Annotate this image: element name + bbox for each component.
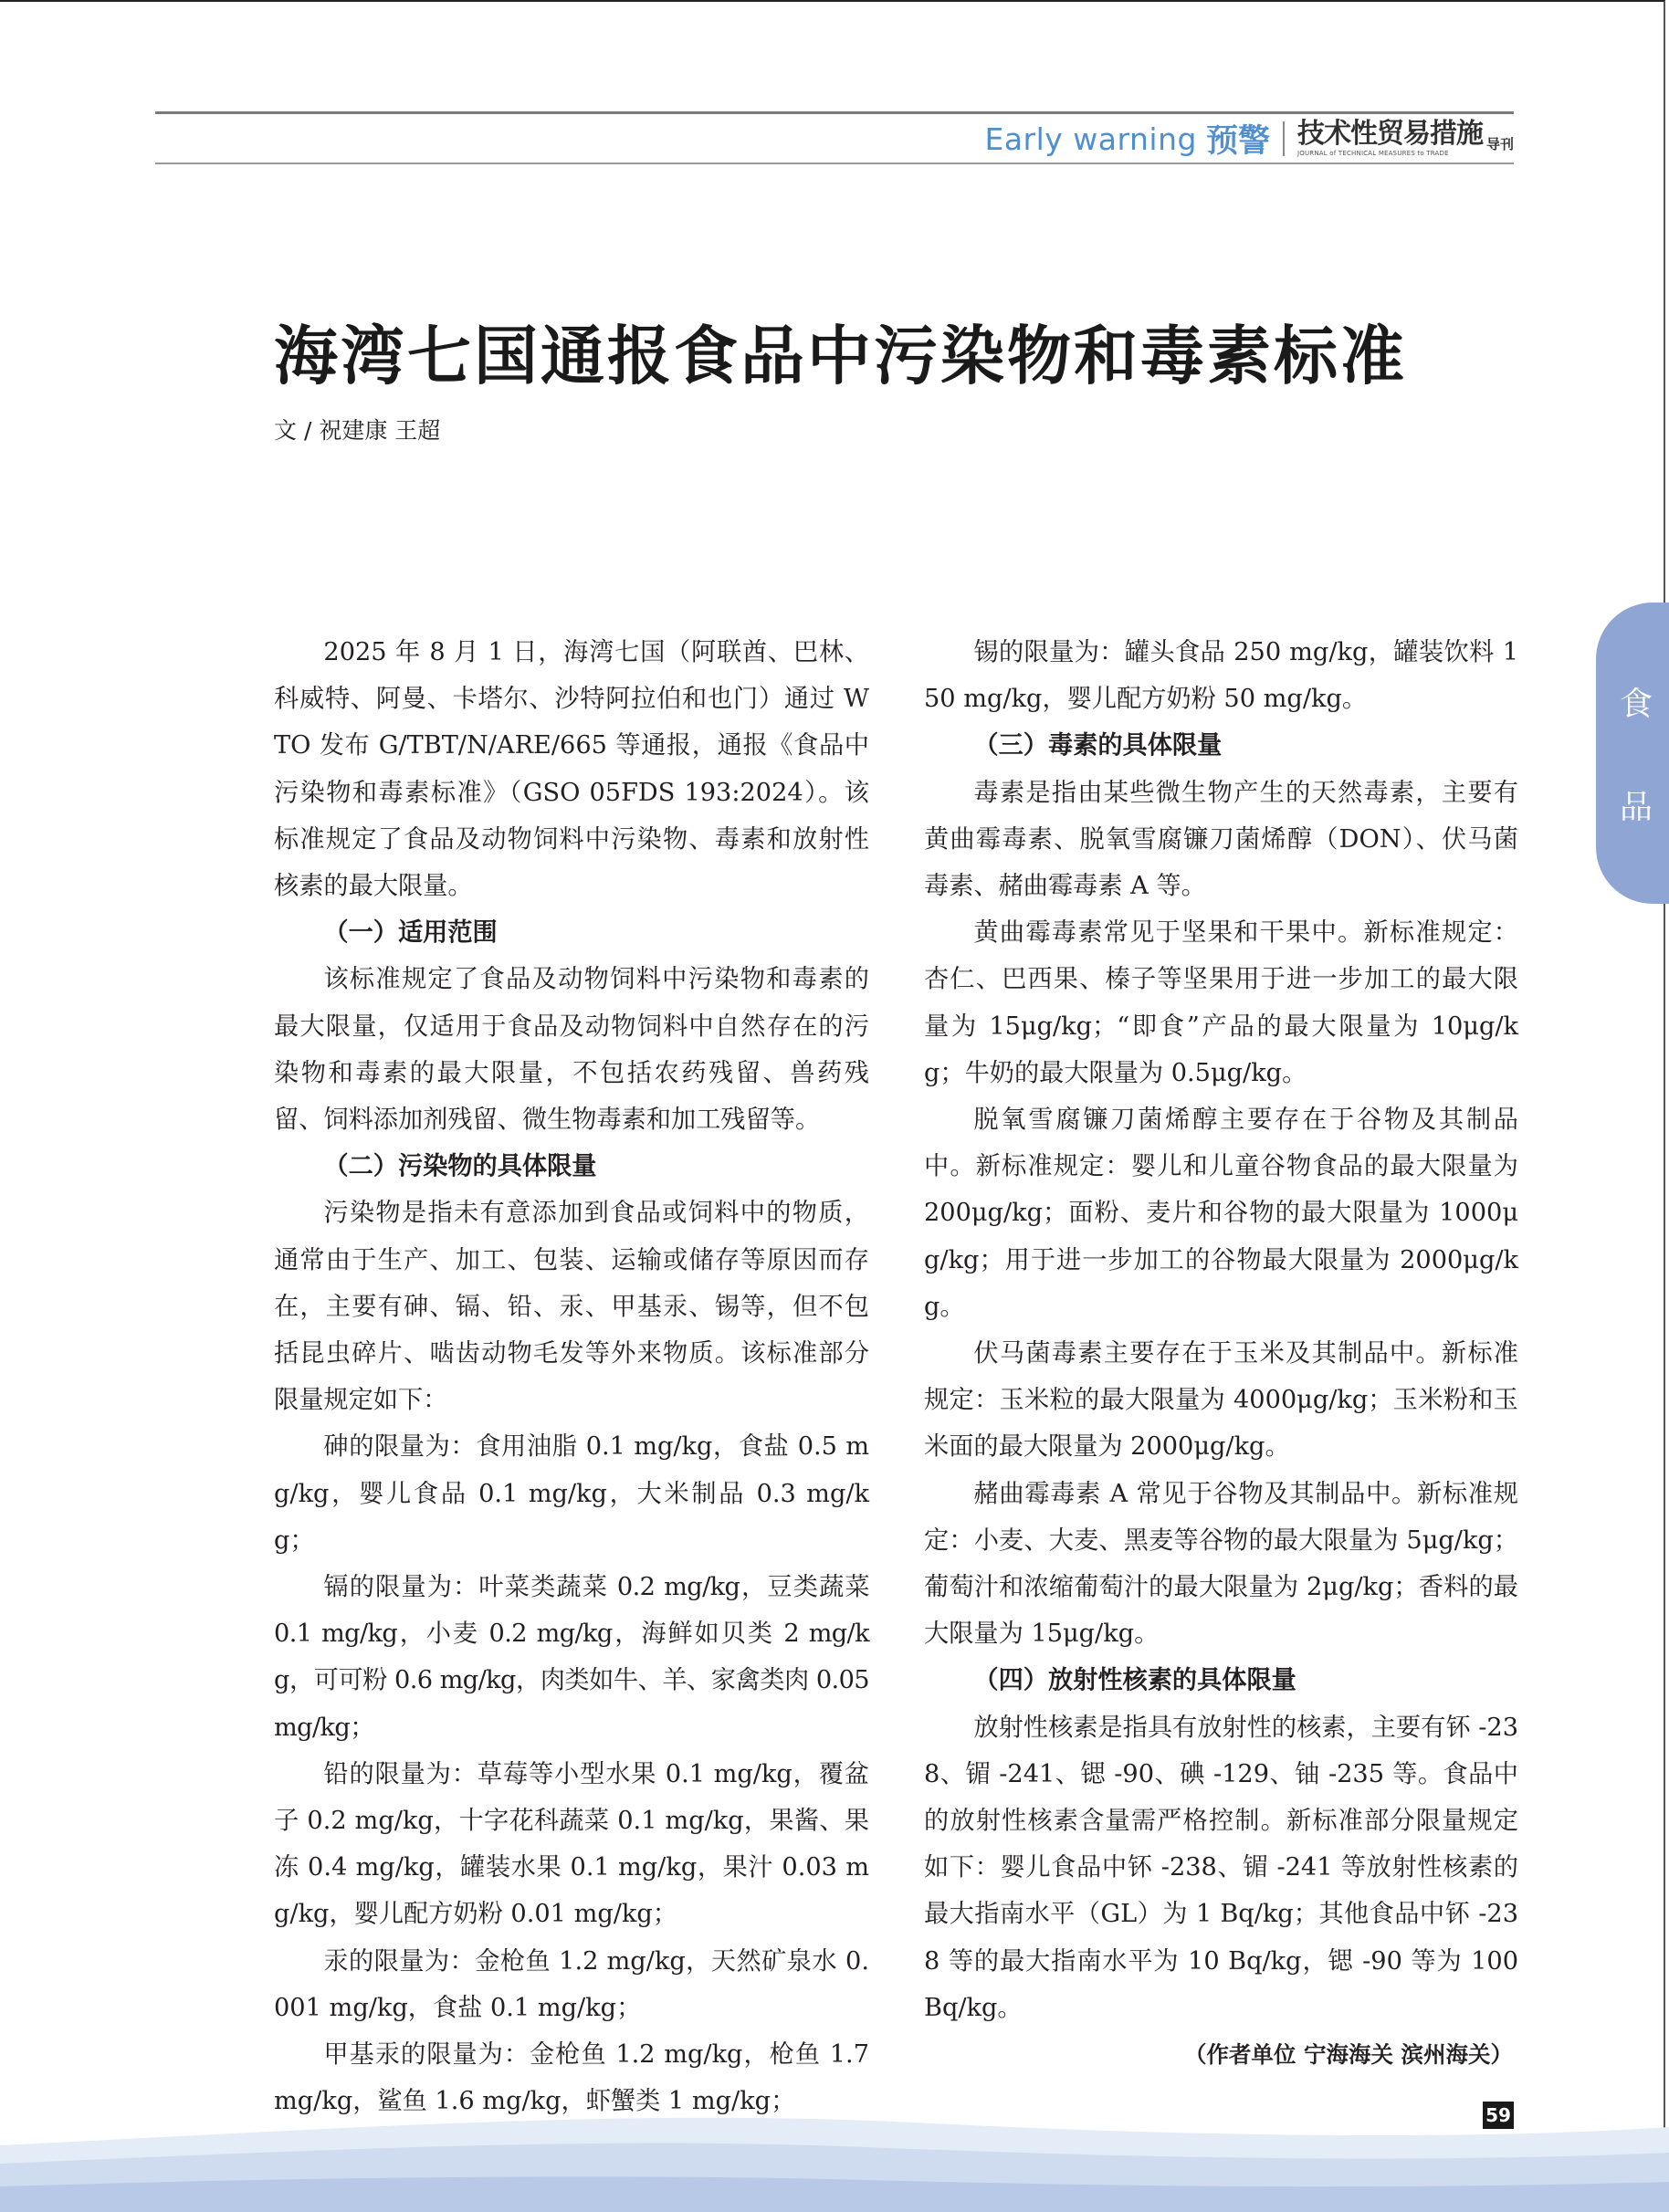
side-tab-char-2: 品: [1619, 789, 1653, 826]
paragraph-arsenic: 砷的限量为：食用油脂 0.1 mg/kg，食盐 0.5 mg/kg，婴儿食品 0.1 mg/kg，大米制品 0.3 mg/kg；: [274, 1432, 869, 1555]
header-rule-bottom: [155, 162, 1514, 164]
paragraph-don: 脱氧雪腐镰刀菌烯醇主要存在于谷物及其制品中。新标准规定：婴儿和儿童谷物食品的最大限量为 200μg/kg；面粉、麦片和谷物的最大限量为 1000μg/kg；用于进一步加工的谷物最大限量为 2000μg/kg。: [924, 1106, 1518, 1321]
paragraph-radionuclides: 放射性核素是指具有放射性的核素，主要有钚 -238、镅 -241、锶 -90、碘 -129、铀 -235 等。食品中的放射性核素含量需严格控制。新标准部分限量规定如下：婴儿食品中钚 -238、镅 -241 等放射性核素的最大指南水平（GL）为 1 Bq/kg；其他食品中钚 -238 等的最大指南水平为 10 Bq/kg，锶 -90 等为 100 Bq/kg。: [924, 1713, 1518, 2022]
header-separator: [1283, 121, 1285, 156]
author-affiliation: （作者单位 宁海海关 滨州海关）: [1183, 2041, 1513, 2069]
section-heading-toxins: （三）毒素的具体限量: [973, 730, 1223, 760]
paragraph-contaminants: 污染物是指未有意添加到食品或饲料中的物质，通常由于生产、加工、包装、运输或储存等原因而存在，主要有砷、镉、铅、汞、甲基汞、锡等，但不包括昆虫碎片、啮齿动物毛发等外来物质。该标准部分限量规定如下：: [274, 1199, 869, 1415]
article-title: 海湾七国通报食品中污染物和毒素标准: [274, 319, 1407, 393]
side-tab-char-1: 食: [1619, 686, 1653, 723]
magazine-subtitle: JOURNAL of TECHNICAL MEASURES to TRADE: [1296, 150, 1449, 157]
footer-wave-decoration: [0, 2091, 1669, 2212]
early-warning-label: Early warning: [984, 121, 1197, 157]
left-column: [274, 629, 869, 2125]
paragraph-lead: 铅的限量为：草莓等小型水果 0.1 mg/kg，覆盆子 0.2 mg/kg，十字花科蔬菜 0.1 mg/kg，果酱、果冻 0.4 mg/kg，罐装水果 0.1 mg/kg，果汁 0.03 mg/kg，婴儿配方奶粉 0.01 mg/kg；: [274, 1759, 869, 1929]
section-heading-contaminants: （二）污染物的具体限量: [323, 1151, 597, 1181]
magazine-name: 技术性贸易措施: [1296, 118, 1483, 150]
paragraph-aflatoxin: 黄曲霉毒素常见于坚果和干果中。新标准规定：杏仁、巴西果、榛子等坚果用于进一步加工的最大限量为 15μg/kg；“即食”产品的最大限量为 10μg/kg；牛奶的最大限量为 0.5μg/kg。: [924, 918, 1518, 1087]
section-heading-radionuclides: （四）放射性核素的具体限量: [973, 1665, 1296, 1695]
section-label: 预警: [1205, 123, 1270, 160]
paragraph-tin: 锡的限量为：罐头食品 250 mg/kg，罐装饮料 150 mg/kg，婴儿配方奶粉 50 mg/kg。: [924, 638, 1518, 714]
article-byline: 文 / 祝建康 王超: [274, 417, 441, 444]
paragraph-intro: 2025 年 8 月 1 日，海湾七国（阿联酋、巴林、科威特、阿曼、卡塔尔、沙特阿拉伯和也门）通过 WTO 发布 G/TBT/N/ARE/665 等通报，通报《食品中污染物和毒素标准》（GSO 05FDS 193:2024）。该标准规定了食品及动物饲料中污染物、毒素和放射性核素的最大限量。: [274, 638, 869, 901]
page-number: 59: [1483, 2102, 1514, 2129]
paragraph-scope: 该标准规定了食品及动物饲料中污染物和毒素的最大限量，仅适用于食品及动物饲料中自然存在的污染物和毒素的最大限量，不包括农药残留、兽药残留、饲料添加剂残留、微生物毒素和加工残留等。: [274, 965, 869, 1135]
paragraph-mercury: 汞的限量为：金枪鱼 1.2 mg/kg，天然矿泉水 0.001 mg/kg，食盐 0.1 mg/kg；: [274, 1946, 869, 2022]
magazine-logo: [1296, 118, 1483, 157]
paragraph-methylmercury: 甲基汞的限量为：金枪鱼 1.2 mg/kg，枪鱼 1.7 mg/kg，鲨鱼 1.6 mg/kg，虾蟹类 1 mg/kg；: [274, 2040, 869, 2116]
paragraph-cadmium: 镉的限量为：叶菜类蔬菜 0.2 mg/kg，豆类蔬菜 0.1 mg/kg，小麦 0.2 mg/kg，海鲜如贝类 2 mg/kg，可可粉 0.6 mg/kg，肉类如牛、羊、家禽类肉 0.05 mg/kg；: [274, 1573, 869, 1742]
paragraph-ochratoxin: 赭曲霉毒素 A 常见于谷物及其制品中。新标准规定：小麦、大麦、黑麦等谷物的最大限量为 5μg/kg；葡萄汁和浓缩葡萄汁的最大限量为 2μg/kg；香料的最大限量为 15μg/kg。: [924, 1479, 1518, 1649]
section-heading-scope: （一）适用范围: [323, 917, 498, 948]
header-rule-top: [155, 111, 1514, 114]
magazine-suffix: 导刊: [1485, 136, 1514, 152]
running-header: [984, 117, 1514, 161]
right-column: [924, 629, 1518, 2078]
paragraph-toxins: 毒素是指由某些微生物产生的天然毒素，主要有黄曲霉毒素、脱氧雪腐镰刀菌烯醇（DON）、伏马菌毒素、赭曲霉毒素 A 等。: [924, 778, 1518, 901]
section-side-tab: [1596, 603, 1669, 904]
paragraph-fumonisin: 伏马菌毒素主要存在于玉米及其制品中。新标准规定：玉米粒的最大限量为 4000μg/kg；玉米粉和玉米面的最大限量为 2000μg/kg。: [924, 1339, 1518, 1462]
